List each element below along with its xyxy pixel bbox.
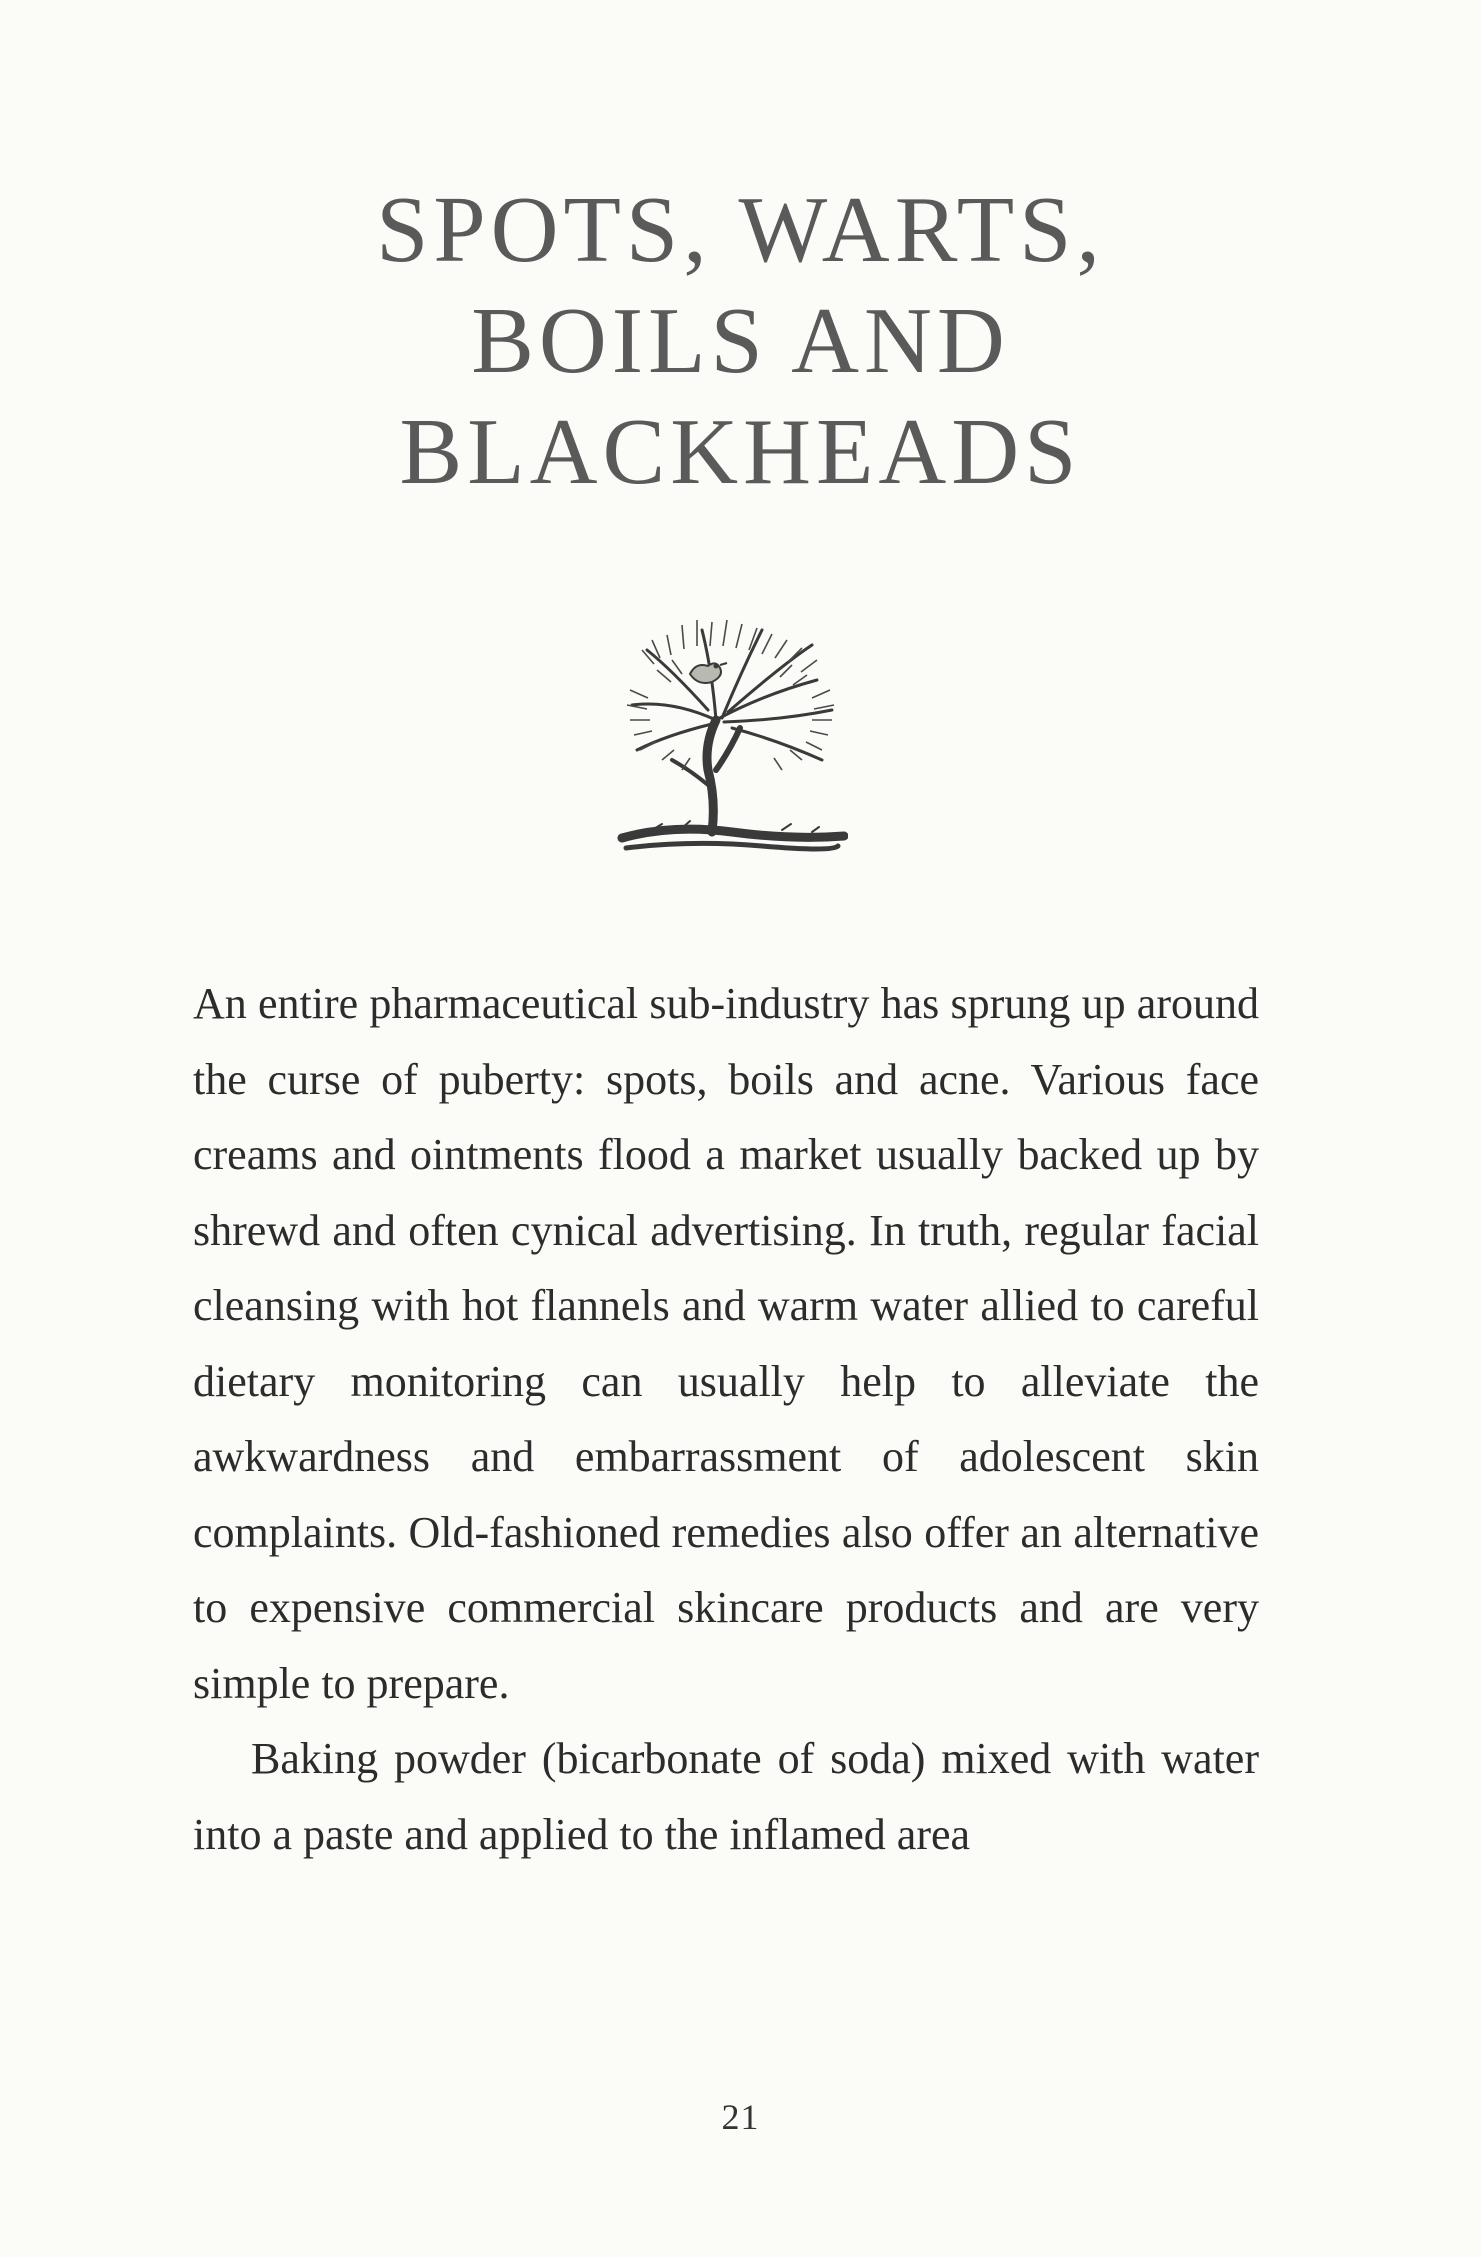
chapter-title-line-2: BOILS AND xyxy=(471,289,1010,393)
chapter-title-line-3: BLACKHEADS xyxy=(399,400,1082,504)
paragraph-2: Baking powder (bicarbonate of soda) mixed with water into a paste and applied to the inflamed area xyxy=(193,1734,1259,1859)
chapter-title-line-1: SPOTS, WARTS, xyxy=(376,178,1105,282)
paragraph-1: An entire pharmaceutical sub-industry has sprung up around the curse of puberty: spots, boils and acne. Various face creams and ointments flood a market usually backed up by shrewd and often cynical advertising. In truth, regular facial cleansing with hot flannels and warm water allied to careful dietary monitoring can usually help to alleviate the awkwardness and embarrassment of adolescent skin complaints. Old-fashioned remedies also offer an alternative to expensive commercial skincare products and are very simple to prepare. xyxy=(193,979,1259,1708)
tree-with-bird-woodcut-icon xyxy=(612,610,848,860)
chapter-title xyxy=(0,175,1481,508)
body-text xyxy=(193,966,1259,1872)
page-number: 21 xyxy=(721,2097,760,2137)
